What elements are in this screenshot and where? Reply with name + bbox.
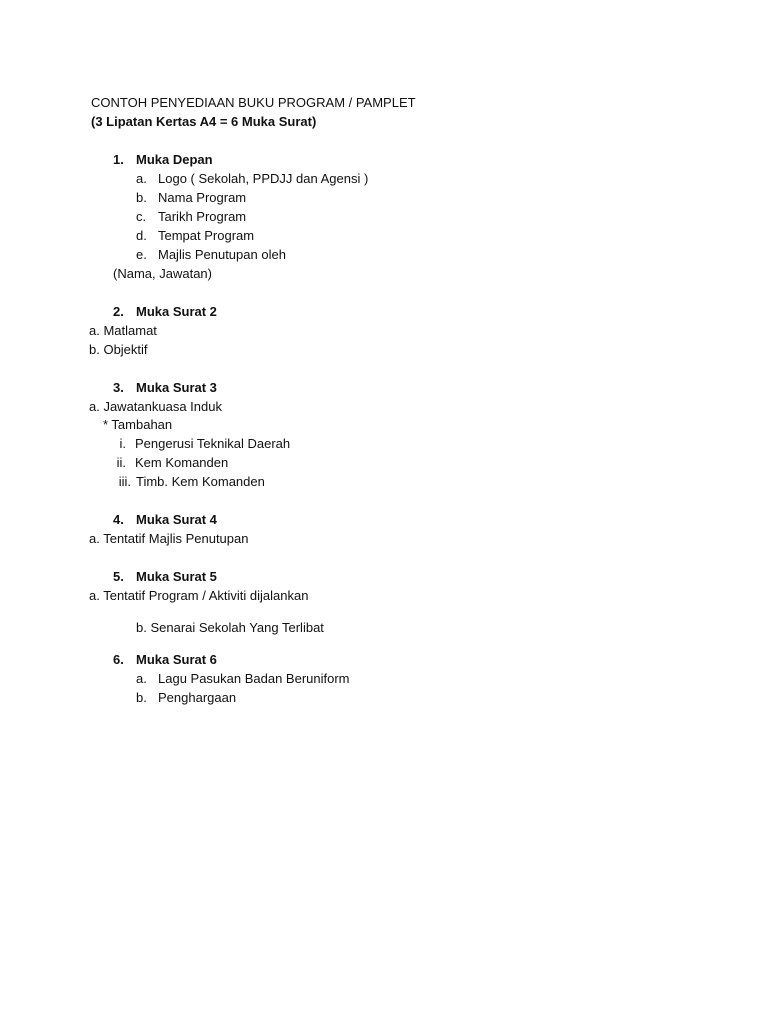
list-marker: b.: [136, 190, 147, 205]
list-marker: a.: [136, 671, 147, 686]
section-number: 5.: [113, 569, 124, 584]
section-heading: Muka Surat 2: [136, 304, 217, 319]
list-item: a. Jawatankuasa Induk: [89, 399, 222, 414]
list-item: Nama Program: [158, 190, 247, 205]
list-item: a. Tentatif Program / Aktiviti dijalankan: [89, 588, 309, 603]
document-title: CONTOH PENYEDIAAN BUKU PROGRAM / PAMPLET: [91, 95, 416, 110]
document-subtitle: (3 Lipatan Kertas A4 = 6 Muka Surat): [91, 114, 317, 129]
list-marker: iii.: [118, 474, 131, 489]
section-number: 6.: [113, 652, 124, 667]
list-item: a. Tentatif Majlis Penutupan: [89, 531, 249, 546]
list-item: Timb. Kem Komanden: [136, 474, 265, 489]
list-marker: b.: [136, 690, 147, 705]
list-item: Lagu Pasukan Badan Beruniform: [158, 671, 350, 686]
list-item: b. Senarai Sekolah Yang Terlibat: [136, 620, 324, 635]
section-note: (Nama, Jawatan): [113, 266, 212, 281]
list-marker: d.: [136, 228, 147, 243]
section-heading: Muka Surat 5: [136, 569, 217, 584]
list-item: Pengerusi Teknikal Daerah: [135, 436, 291, 451]
list-marker: c.: [136, 209, 147, 224]
list-item: a. Matlamat: [89, 323, 157, 338]
list-marker: i.: [119, 436, 126, 451]
list-item: Tempat Program: [158, 228, 255, 243]
list-item: b. Objektif: [89, 342, 148, 357]
section-number: 1.: [113, 152, 124, 167]
section-number: 4.: [113, 512, 124, 527]
list-item: Logo ( Sekolah, PPDJJ dan Agensi ): [158, 171, 369, 186]
section-heading: Muka Surat 4: [136, 512, 217, 527]
list-item: Majlis Penutupan oleh: [158, 247, 286, 262]
section-heading: Muka Depan: [136, 152, 213, 167]
section-number: 2.: [113, 304, 124, 319]
list-note: * Tambahan: [103, 417, 173, 432]
section-heading: Muka Surat 3: [136, 380, 217, 395]
list-item: Kem Komanden: [135, 455, 229, 470]
section-heading: Muka Surat 6: [136, 652, 217, 667]
list-marker: ii.: [116, 455, 126, 470]
list-marker: e.: [136, 247, 147, 262]
list-marker: a.: [136, 171, 147, 186]
section-number: 3.: [113, 380, 124, 395]
list-item: Tarikh Program: [158, 209, 247, 224]
list-item: Penghargaan: [158, 690, 237, 705]
